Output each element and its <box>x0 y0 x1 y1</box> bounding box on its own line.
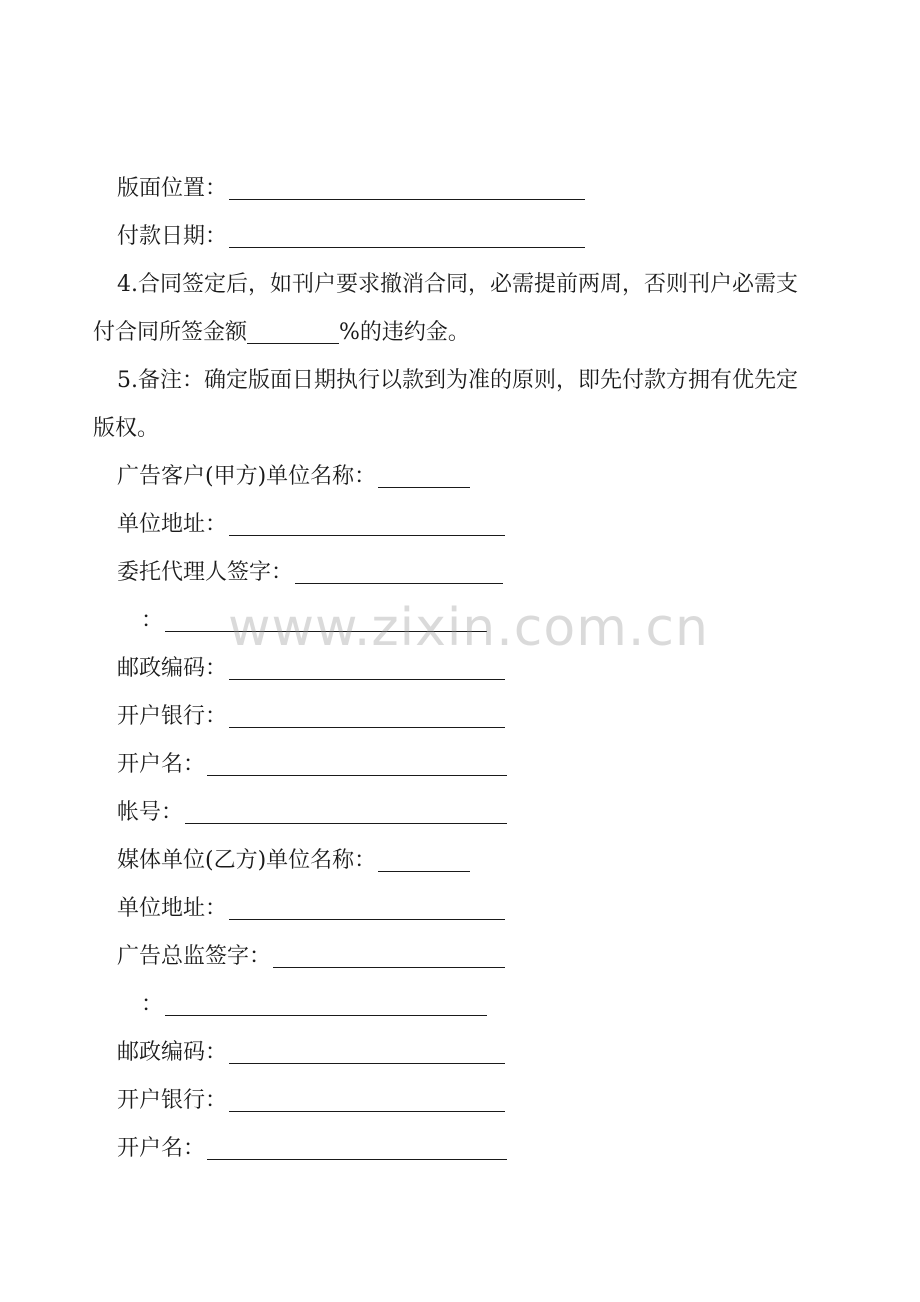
field-label: 开户银行： <box>117 1088 228 1113</box>
party-a-account-no <box>117 794 507 824</box>
clause-4-line-2 <box>93 314 470 344</box>
field-label: 帐号： <box>117 800 184 825</box>
party-b-unlabeled-field <box>141 986 487 1016</box>
clause-text: %的违约金。 <box>339 320 470 345</box>
fill-blank[interactable] <box>207 1137 507 1160</box>
party-b-address <box>117 890 505 920</box>
field-label: 单位地址： <box>117 512 228 537</box>
party-b-postcode <box>117 1034 505 1064</box>
clause-4-line-1 <box>117 266 798 296</box>
field-payment-date <box>117 218 585 248</box>
field-label: 邮政编码： <box>117 656 228 681</box>
fill-blank[interactable] <box>273 945 505 968</box>
fill-blank[interactable] <box>229 705 505 728</box>
clause-text: 版权。 <box>93 416 160 441</box>
party-a-agent-signature <box>117 554 503 584</box>
field-label: 开户银行： <box>117 704 228 729</box>
field-label: 媒体单位(乙方)单位名称： <box>117 848 377 873</box>
fill-blank[interactable] <box>378 849 470 872</box>
party-a-account-name <box>117 746 507 776</box>
clause-5-line-1 <box>117 362 798 392</box>
party-b-name <box>117 842 470 872</box>
clause-text: 4.合同签定后，如刊户要求撤消合同，必需提前两周，否则刊户必需支 <box>117 272 798 297</box>
clause-text: 付合同所签金额 <box>93 320 248 345</box>
party-b-director-signature <box>117 938 505 968</box>
field-layout-position <box>117 170 585 200</box>
fill-blank[interactable] <box>207 753 507 776</box>
fill-blank[interactable] <box>229 177 585 200</box>
field-label: 广告总监签字： <box>117 944 272 969</box>
party-a-bank <box>117 698 505 728</box>
party-b-account-name <box>117 1130 507 1160</box>
party-a-address <box>117 506 505 536</box>
fill-blank[interactable] <box>165 993 487 1016</box>
fill-blank[interactable] <box>229 1041 505 1064</box>
field-label: ： <box>141 992 164 1017</box>
fill-blank[interactable] <box>185 801 507 824</box>
field-label: 付款日期： <box>117 224 228 249</box>
fill-blank[interactable] <box>229 1089 505 1112</box>
fill-blank[interactable] <box>378 465 470 488</box>
field-label: 邮政编码： <box>117 1040 228 1065</box>
field-label: 版面位置： <box>117 176 228 201</box>
party-a-unlabeled-field <box>141 602 487 632</box>
fill-blank[interactable] <box>229 513 505 536</box>
fill-blank[interactable] <box>165 609 487 632</box>
fill-blank[interactable] <box>229 897 505 920</box>
percent-blank[interactable] <box>247 321 339 344</box>
watermark: www.zixin.com.cn <box>228 598 709 658</box>
field-label: 广告客户(甲方)单位名称： <box>117 464 377 489</box>
field-label: ： <box>141 608 164 633</box>
field-label: 开户名： <box>117 752 206 777</box>
fill-blank[interactable] <box>295 561 503 584</box>
party-a-name <box>117 458 470 488</box>
party-b-bank <box>117 1082 505 1112</box>
party-a-postcode <box>117 650 505 680</box>
fill-blank[interactable] <box>229 657 505 680</box>
clause-text: 5.备注：确定版面日期执行以款到为准的原则，即先付款方拥有优先定 <box>117 368 798 393</box>
fill-blank[interactable] <box>229 225 585 248</box>
field-label: 单位地址： <box>117 896 228 921</box>
field-label: 开户名： <box>117 1136 206 1161</box>
field-label: 委托代理人签字： <box>117 560 294 585</box>
clause-5-line-2 <box>93 410 159 440</box>
